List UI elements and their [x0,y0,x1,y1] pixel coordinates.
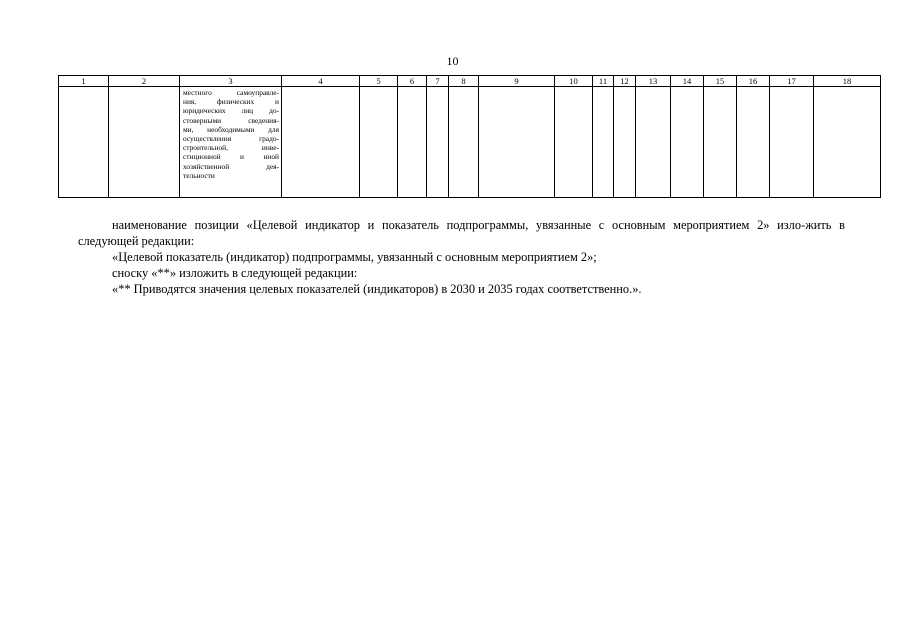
table-cell [398,87,427,198]
table-cell [109,87,180,198]
table-cell [59,87,109,198]
column-header: 4 [282,76,360,87]
column-header: 15 [704,76,737,87]
cell-text-line: ми, необходимыми для [183,124,279,134]
table-cell-description [180,87,282,198]
paragraph: наименование позиции «Целевой индикатор и показатель подпрограммы, увязанные с основным мероприятием 2» изло-жить в следующей редакции: [78,218,845,248]
column-header: 5 [360,76,398,87]
column-header: 7 [427,76,449,87]
column-header: 3 [180,76,282,87]
cell-text-line: хозяйственной дея- [183,161,279,171]
column-header: 6 [398,76,427,87]
column-header: 2 [109,76,180,87]
data-table [58,75,881,198]
table-cell [636,87,671,198]
column-header: 13 [636,76,671,87]
table-cell [360,87,398,198]
table-cell [704,87,737,198]
table-cell [614,87,636,198]
cell-text-line: стиционной и иной [183,152,279,162]
cell-text-line: юридических лиц до- [183,106,279,116]
table-row [59,87,881,198]
page-number: 10 [446,54,459,68]
table-cell [593,87,614,198]
table-cell [479,87,555,198]
column-header: 17 [770,76,814,87]
cell-text-line: тельности [183,170,215,180]
column-header: 16 [737,76,770,87]
column-header: 8 [449,76,479,87]
column-header: 12 [614,76,636,87]
table-cell [737,87,770,198]
table-cell [282,87,360,198]
table-cell [449,87,479,198]
table-cell [814,87,881,198]
body-text [78,217,845,297]
column-header: 18 [814,76,881,87]
cell-text-line: местного самоуправле- [183,88,279,97]
paragraph: «** Приводятся значения целевых показателей (индикаторов) в 2030 и 2035 годах соответственно.». [112,282,642,296]
table-cell [427,87,449,198]
cell-text-line: ния, физических и [183,97,279,107]
cell-text-line: осуществления градо- [183,134,279,144]
paragraph: сноску «**» изложить в следующей редакции: [112,266,358,280]
paragraph: «Целевой показатель (индикатор) подпрограммы, увязанный с основным мероприятием 2»; [112,250,597,264]
column-header: 10 [555,76,593,87]
column-header: 9 [479,76,555,87]
cell-text-line: строительной, инве- [183,143,279,153]
column-header: 1 [59,76,109,87]
cell-text-line: стоверными сведения- [183,115,279,125]
column-header: 11 [593,76,614,87]
table-cell [555,87,593,198]
table-cell [770,87,814,198]
table-header-row [59,76,881,87]
table-cell [671,87,704,198]
column-header: 14 [671,76,704,87]
